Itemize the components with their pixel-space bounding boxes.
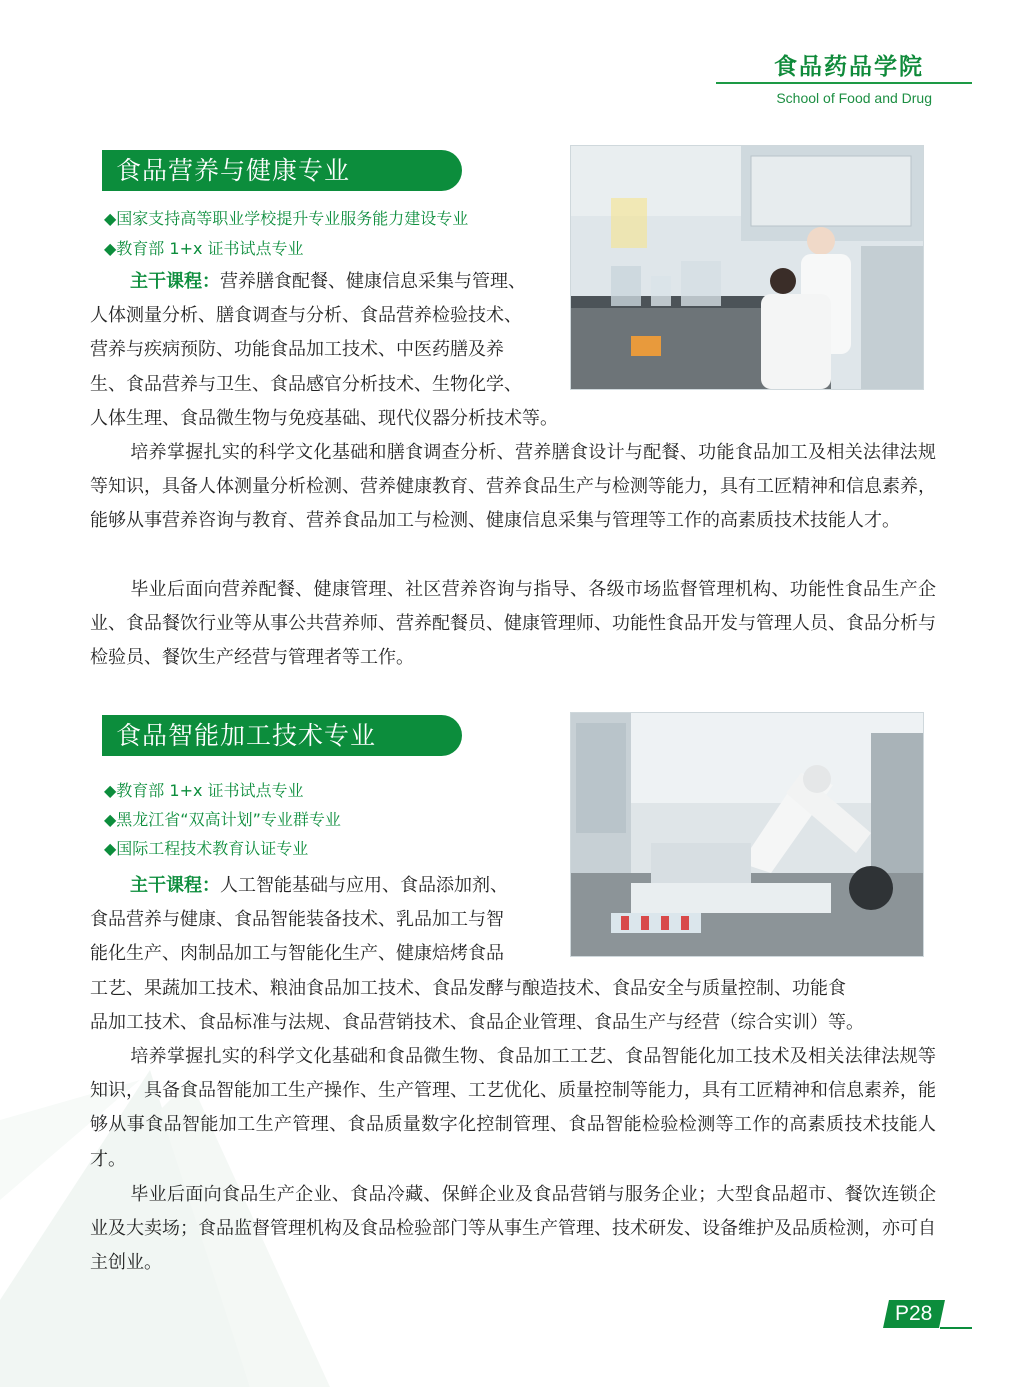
page-number-badge: [883, 1300, 945, 1328]
training-goal-paragraph: [90, 436, 936, 539]
course-line: 人工智能基础与应用、食品添加剂、: [220, 875, 508, 896]
main-courses-label: 主干课程：: [130, 875, 220, 896]
main-courses-label: 主干课程：: [130, 271, 220, 292]
main-courses: [90, 869, 936, 1040]
main-courses: [90, 265, 936, 436]
course-line: 品加工技术、食品标准与法规、食品营销技术、食品企业管理、食品生产与经营（综合实训）等。: [90, 1011, 864, 1033]
training-goal-paragraph: [90, 1040, 936, 1177]
course-line: 生、食品营养与卫生、食品感官分析技术、生物化学、: [90, 373, 522, 395]
course-line: 工艺、果蔬加工技术、粮油食品加工技术、食品发酵与酿造技术、食品安全与质量控制、功能食: [90, 977, 846, 999]
course-line: 营养与疾病预防、功能食品加工技术、中医药膳及养: [90, 339, 504, 361]
employment-text: 毕业后面向食品生产企业、食品冷藏、保鲜企业及食品营销与服务企业；大型食品超市、餐饮连锁企业及大卖场；食品监督管理机构及食品检验部门等从事生产管理、技术研发、设备维护及品质检测，亦可自主创业。: [90, 1184, 936, 1274]
section-bullet: ◆教育部 1+x 证书试点专业: [104, 781, 304, 800]
section-bullet: ◆国际工程技术教育认证专业: [104, 839, 309, 858]
course-line: 食品营养与健康、食品智能装备技术、乳品加工与智: [90, 909, 504, 931]
section-bullet: ◆黑龙江省“双高计划”专业群专业: [104, 810, 341, 829]
training-goal-text: 培养掌握扎实的科学文化基础和食品微生物、食品加工工艺、食品智能化加工技术及相关法律法规等知识，具备食品智能加工生产操作、生产管理、工艺优化、质量控制等能力，具有工匠精神和信息素养，能够从事食品智能加工生产管理、食品质量数字化控制管理、食品智能检验检测等工作的高素质技术技能人才。: [90, 1046, 936, 1170]
section-title: 食品智能加工技术专业: [102, 715, 462, 756]
section-bullet: ◆教育部 1+x 证书试点专业: [104, 239, 304, 258]
header-divider: [716, 82, 972, 84]
employment-paragraph: [90, 1178, 936, 1281]
course-line: 人体生理、食品微生物与免疫基础、现代仪器分析技术等。: [90, 407, 558, 429]
employment-paragraph: [90, 573, 936, 676]
course-line: 能化生产、肉制品加工与智能化生产、健康焙烤食品: [90, 943, 504, 965]
course-line: 营养膳食配餐、健康信息采集与管理、: [220, 271, 526, 292]
page-number-underline: [940, 1327, 972, 1329]
section-title: 食品营养与健康专业: [102, 150, 462, 191]
school-title: 食品药品学院: [774, 54, 924, 80]
course-line: 人体测量分析、膳食调查与分析、食品营养检验技术、: [90, 305, 522, 327]
page-number: P28: [895, 1302, 933, 1325]
school-subtitle: School of Food and Drug: [776, 90, 932, 106]
section-bullet: ◆国家支持高等职业学校提升专业服务能力建设专业: [104, 209, 469, 228]
employment-text: 毕业后面向营养配餐、健康管理、社区营养咨询与指导、各级市场监督管理机构、功能性食品生产企业、食品餐饮行业等从事公共营养师、营养配餐员、健康管理师、功能性食品开发与管理人员、食品分析与检验员、餐饮生产经营与管理者等工作。: [90, 579, 936, 669]
training-goal-text: 培养掌握扎实的科学文化基础和膳食调查分析、营养膳食设计与配餐、功能食品加工及相关法律法规等知识，具备人体测量分析检测、营养健康教育、营养食品生产与检测等能力，具有工匠精神和信息素养，能够从事营养咨询与教育、营养食品加工与检测、健康信息采集与管理等工作的高素质技术技能人才。: [90, 442, 936, 532]
